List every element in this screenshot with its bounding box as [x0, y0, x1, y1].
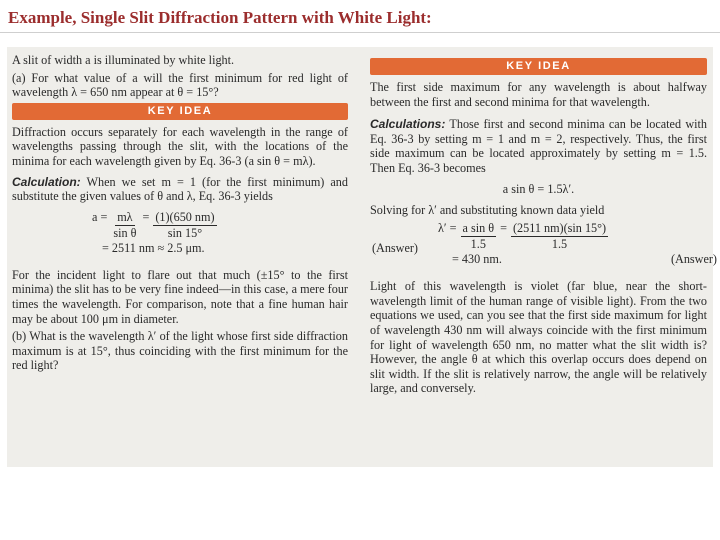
slide-title: Example, Single Slit Diffraction Pattern with White Light: [8, 8, 432, 27]
calculations-paragraph [370, 117, 707, 175]
title-divider [0, 32, 720, 33]
eq1-equals: = [142, 209, 150, 224]
eq3-numerator: a sin θ [462, 221, 495, 236]
eq3-fraction-values [511, 221, 608, 252]
equation-slit-width [92, 209, 418, 260]
question-b: (b) What is the wavelength λ′ of the light whose first side diffraction maximum is at 15°, thus coinciding with the first minimum for the red light? [12, 329, 348, 373]
eq1-fraction-values [153, 210, 216, 241]
right-column [370, 47, 717, 467]
calculation-text: When we set m = 1 (for the first minimum) and substitute the given values of θ and λ, Eq. 36-3 yields [12, 174, 348, 204]
eq1-answer-label: (Answer) [371, 240, 418, 255]
eq3-lhs: λ′ = [438, 221, 457, 236]
calculation-heading: Calculation: [12, 174, 81, 189]
eq3-denominator-values: 1.5 [551, 237, 568, 252]
question-a: (a) For what value of a will the first minimum for red light of wavelength λ = 650 nm appear at θ = 15°? [12, 70, 348, 100]
light-wavelength-paragraph: Light of this wavelength is violet (far blue, near the short-wavelength limit of the human range of visible light). From the two equations we used, can you see that the first side maximum for light of wavelength 430 nm will always coincide with the first minimum for light of wavelength 650 nm, no matter what the slit width is? However, the angle θ at which this overlap occurs does depend on slit width. If the slit is relatively narrow, the angle will be relatively large, and conversely. [370, 279, 707, 396]
eq3-equals: = [500, 221, 507, 236]
calculations-heading: Calculations: [370, 117, 446, 132]
calculation-paragraph [12, 175, 348, 204]
calculations-text: Those first and second minima can be located with Eq. 36-3 by setting m = 1 and m = 2, respectively. Thus, the first side maximum can be located approximately by setting m = 1.5. Then Eq. 36-3 becomes [370, 117, 707, 175]
eq3-denominator: 1.5 [470, 237, 486, 252]
equation-wavelength [438, 221, 717, 271]
incident-light-paragraph: For the incident light to flare out that much (±15° to the first minima) the slit has to be very fine indeed—in this case, a mere four times the wavelength. For comparison, note that a fine human hair may be about 100 μm in diameter. [12, 267, 348, 326]
eq1-denominator-values: sin 15° [167, 225, 203, 240]
equation-first-maximum: a sin θ = 1.5λ′. [502, 181, 575, 196]
key-idea-text: Diffraction occurs separately for each wavelength in the range of wavelengths passing through the slit, with the locations of the minima for each wavelength given by Eq. 36-3 (a sin θ = mλ). [12, 124, 348, 168]
key-idea-banner: KEY IDEA [12, 103, 348, 120]
key-idea-text-right: The first side maximum for any wavelength is about halfway between the first and second minima for that wavelength. [370, 80, 707, 109]
textbook-excerpt [7, 47, 717, 467]
eq3-answer-label: (Answer) [670, 252, 717, 267]
eq1-result: = 2511 nm ≈ 2.5 μm. [102, 240, 205, 255]
eq1-fraction [111, 210, 138, 241]
intro-text: A slit of width a is illuminated by white light. [12, 53, 235, 67]
eq1-denominator: sin θ [113, 225, 137, 240]
eq3-result: = 430 nm. [452, 252, 502, 267]
eq3-numerator-values: (2511 nm)(sin 15°) [512, 221, 607, 236]
eq1-numerator: mλ [117, 209, 133, 224]
eq3-fraction [461, 221, 497, 252]
eq1-lhs: a = [92, 209, 108, 224]
solving-text: Solving for λ′ and substituting known data yield [370, 202, 605, 217]
eq1-numerator-values: (1)(650 nm) [155, 209, 215, 224]
key-idea-banner-right: KEY IDEA [370, 58, 707, 75]
